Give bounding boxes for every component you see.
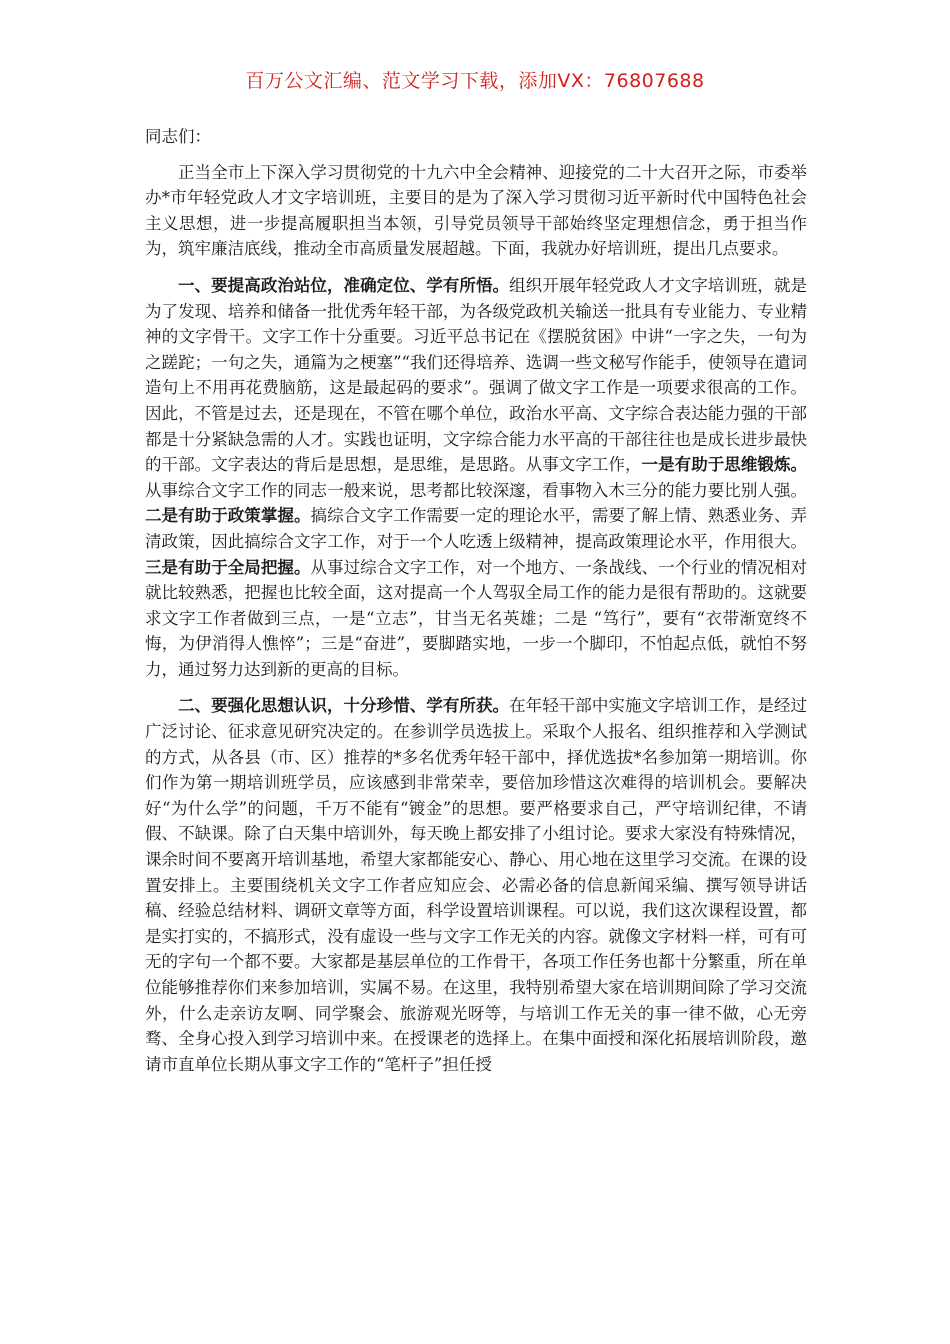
- section-2-text: 在年轻干部中实施文字培训工作，是经过广泛讨论、征求意见研究决定的。在参训学员选拔上。采取个人报名、组织推荐和入学测试的方式，从各县（市、区）推荐的*多名优秀年轻干部中，择优选拔*名参加第一期培训。你们作为第一期培训班学员，应该感到非常荣幸，要倍加珍惜这次难得的培训机会。要解决好“为什么学”的问题，千万不能有“镀金”的思想。要严格要求自己，严守培训纪律，不请假、不缺课。除了白天集中培训外，每天晚上都安排了小组讨论。要求大家没有特殊情况，课余时间不要离开培训基地，希望大家都能安心、静心、用心地在这里学习交流。在课的设置安排上。主要围绕机关文字工作者应知应会、必需必备的信息新闻采编、撰写领导讲话稿、经验总结材料、调研文章等方面，科学设置培训课程。可以说，我们这次课程设置，都是实打实的，不搞形式，没有虚设一些与文字工作无关的内容。就像文字材料一样，可有可无的字句一个都不要。大家都是基层单位的工作骨干，各项工作任务也都十分繁重，所在单位能够推荐你们来参加培训，实属不易。在这里，我特别希望大家在培训期间除了学习交流外，什么走亲访友啊、同学聚会、旅游观光呀等，与培训工作无关的事一律不做，心无旁骛、全身心投入到学习培训中来。在授课老的选择上。在集中面授和深化拓展培训阶段，邀请市直单位长期从事文字工作的“笔杆子”担任授: [145, 696, 808, 1074]
- section-1-heading: 一、要提高政治站位，准确定位、学有所悟。: [178, 275, 510, 295]
- header-banner: 百万公文汇编、范文学习下载，添加VX：76807688: [245, 70, 705, 92]
- section-1-text-b: 从事综合文字工作的同志一般来说，思考都比较深邃，看事物入木三分的能力要比别人强。: [145, 480, 807, 500]
- section-1-point-1: 一是有助于思维锻炼。: [641, 455, 808, 475]
- section-2-paragraph: [145, 693, 807, 1077]
- section-1-paragraph: [145, 273, 807, 683]
- section-2-heading: 二、要强化思想认识，十分珍惜、学有所获。: [178, 696, 510, 716]
- section-1-point-3: 三是有助于全局把握。: [145, 557, 311, 577]
- document-body: [145, 124, 807, 1088]
- section-1-text-a: 组织开展年轻党政人才文字培训班，就是为了发现、培养和储备一批优秀年轻干部，为各级党政机关输送一批具有专业能力、专业精神的文字骨干。文字工作十分重要。习近平总书记在《摆脱贫困》中讲“一字之失，一句为之蹉跎；一句之失，通篇为之梗塞”“我们还得培养、选调一些文秘写作能手，使领导在遣词造句上不用再花费脑筋，这是最起码的要求”。强调了做文字工作是一项要求很高的工作。因此，不管是过去，还是现在，不管在哪个单位，政治水平高、文字综合表达能力强的干部都是十分紧缺急需的人才。实践也证明，文字综合能力水平高的干部往往也是成长进步最快的干部。文字表达的背后是思想，是思维，是思路。从事文字工作，: [145, 275, 808, 475]
- section-1-point-2: 二是有助于政策掌握。: [145, 506, 311, 526]
- section-1-text-d: 从事过综合文字工作，对一个地方、一条战线、一个行业的情况相对就比较熟悉，把握也比较全面，这对提高一个人驾驭全局工作的能力是很有帮助的。这就要求文字工作者做到三点，一是“立志”，甘当无名英雄；二是 “笃行”，要有“衣带渐宽终不悔，为伊消得人憔悴”；三是“奋进”，要脚踏实地，一步一个脚印，不怕起点低，就怕不努力，通过努力达到新的更高的目标。: [145, 557, 808, 679]
- intro-paragraph: 正当全市上下深入学习贯彻党的十九六中全会精神、迎接党的二十大召开之际，市委举办*市年轻党政人才文字培训班，主要目的是为了深入学习贯彻习近平新时代中国特色社会主义思想，进一步提高履职担当本领，引导党员领导干部始终坚定理想信念，勇于担当作为，筑牢廉洁底线，推动全市高质量发展超越。下面，我就办好培训班，提出几点要求。: [145, 162, 807, 259]
- salutation: 同志们：: [145, 127, 211, 146]
- section-1-text-c: 搞综合文字工作需要一定的理论水平，需要了解上情、熟悉业务、弄清政策，因此搞综合文字工作，对于一个人吃透上级精神，提高政策理论水平，作用很大。: [145, 506, 808, 551]
